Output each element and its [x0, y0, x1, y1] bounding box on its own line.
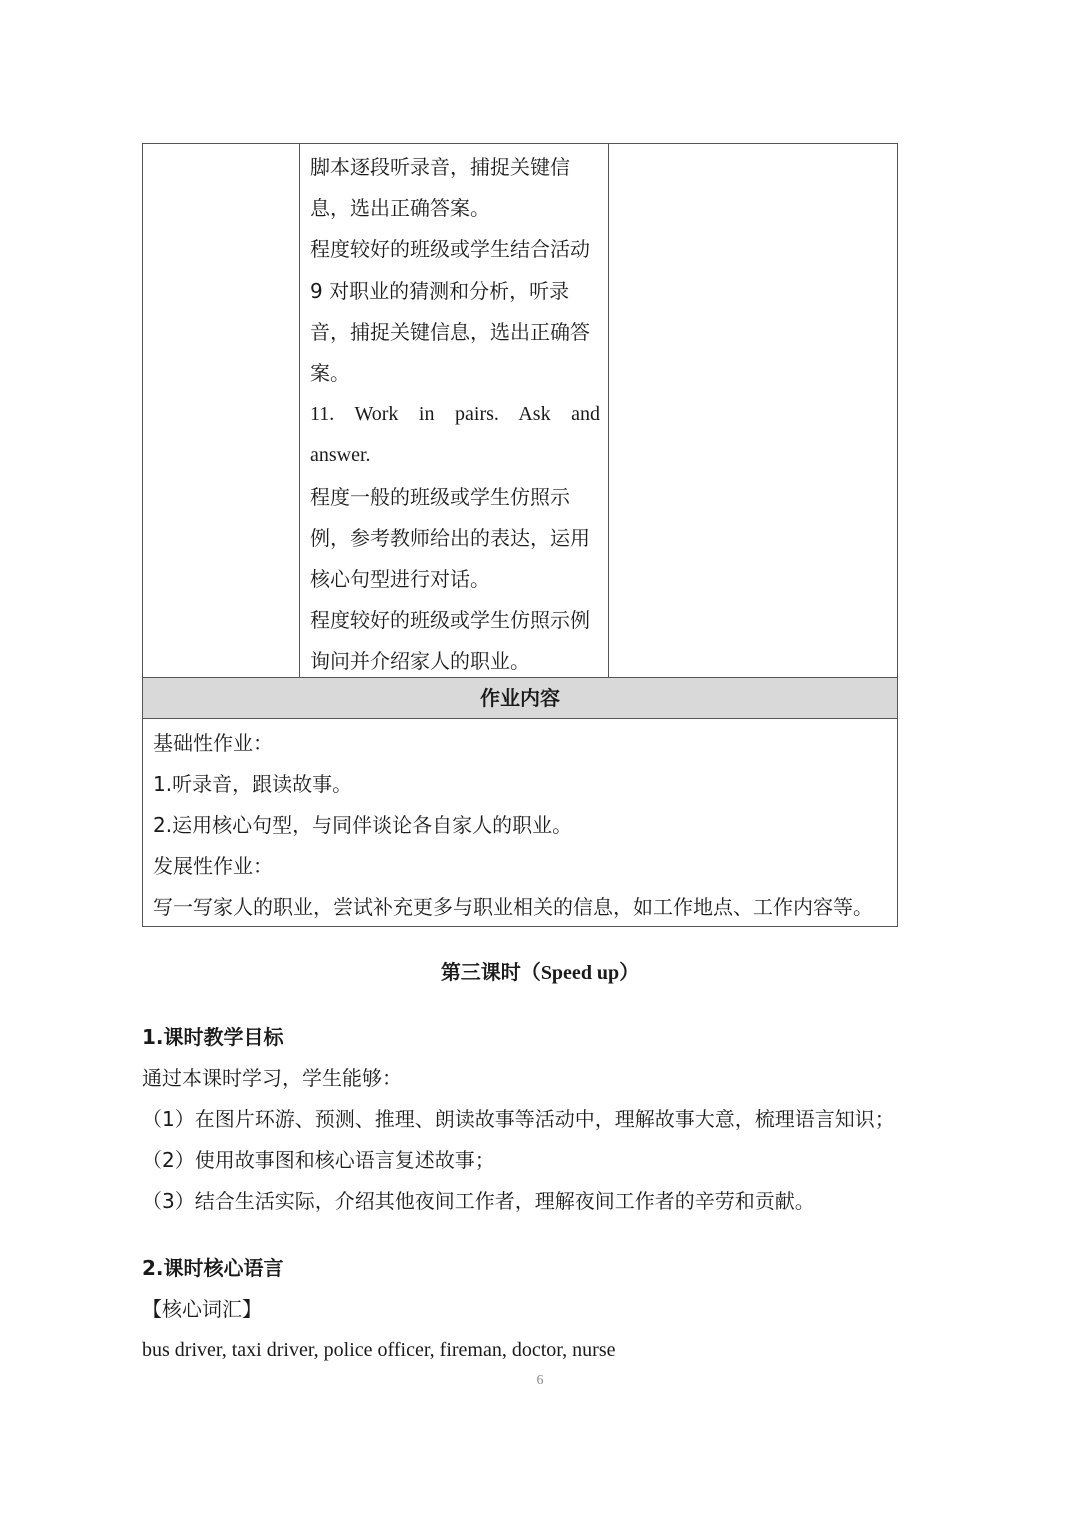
objective-item: （2）使用故事图和核心语言复述故事；: [142, 1148, 495, 1172]
paragraph: 程度较好的班级或学生结合活动 9 对职业的猜测和分析，听录音，捕捉关键信息，选出正确答案。: [310, 237, 590, 386]
paragraph: 程度较好的班级或学生仿照示例询问并介绍家人的职业。: [310, 608, 590, 674]
section-heading: 2.课时核心语言: [142, 1256, 284, 1280]
paragraph: 脚本逐段听录音，捕捉关键信息，选出正确答案。: [310, 155, 570, 221]
activity-title-line: answer.: [310, 444, 371, 467]
lesson-title-en: Speed up: [540, 962, 620, 984]
homework-line: 1.听录音，跟读故事。: [153, 772, 353, 796]
lesson-table: [142, 143, 898, 927]
homework-header: 作业内容: [143, 678, 898, 719]
objective-item: （1）在图片环游、预测、推理、朗读故事等活动中，理解故事大意，梳理语言知识；: [142, 1107, 895, 1131]
table-cell-empty-left: [143, 144, 300, 678]
lesson-title-cn: 第三课时（: [440, 960, 541, 984]
homework-line: 写一写家人的职业，尝试补充更多与职业相关的信息，如工作地点、工作内容等。: [153, 895, 873, 919]
homework-body-row: [143, 719, 898, 927]
activity-row: [143, 144, 898, 678]
homework-line: 基础性作业：: [153, 731, 273, 755]
homework-line: 发展性作业：: [153, 854, 273, 878]
activity-title-line: 11. Work in pairs. Ask and: [310, 403, 600, 426]
section-heading: 1.课时教学目标: [142, 1025, 284, 1049]
vocab-list: bus driver, taxi driver, police officer, fireman, doctor, nurse: [142, 1339, 616, 1361]
paragraph: 程度一般的班级或学生仿照示例，参考教师给出的表达，运用核心句型进行对话。: [310, 484, 590, 592]
lesson-title-end: ）: [619, 960, 640, 984]
homework-header-row: [143, 678, 898, 719]
section-intro: 通过本课时学习，学生能够：: [142, 1066, 402, 1090]
homework-line: 2.运用核心句型，与同伴谈论各自家人的职业。: [153, 813, 573, 837]
table-cell-activities: [300, 144, 609, 678]
homework-cell: [143, 719, 898, 927]
vocab-label: 【核心词汇】: [142, 1297, 262, 1321]
objective-item: （3）结合生活实际，介绍其他夜间工作者，理解夜间工作者的辛劳和贡献。: [142, 1189, 815, 1213]
table-cell-empty-right: [609, 144, 898, 678]
page-number: 6: [536, 1373, 544, 1388]
lesson-title: [0, 955, 1080, 990]
